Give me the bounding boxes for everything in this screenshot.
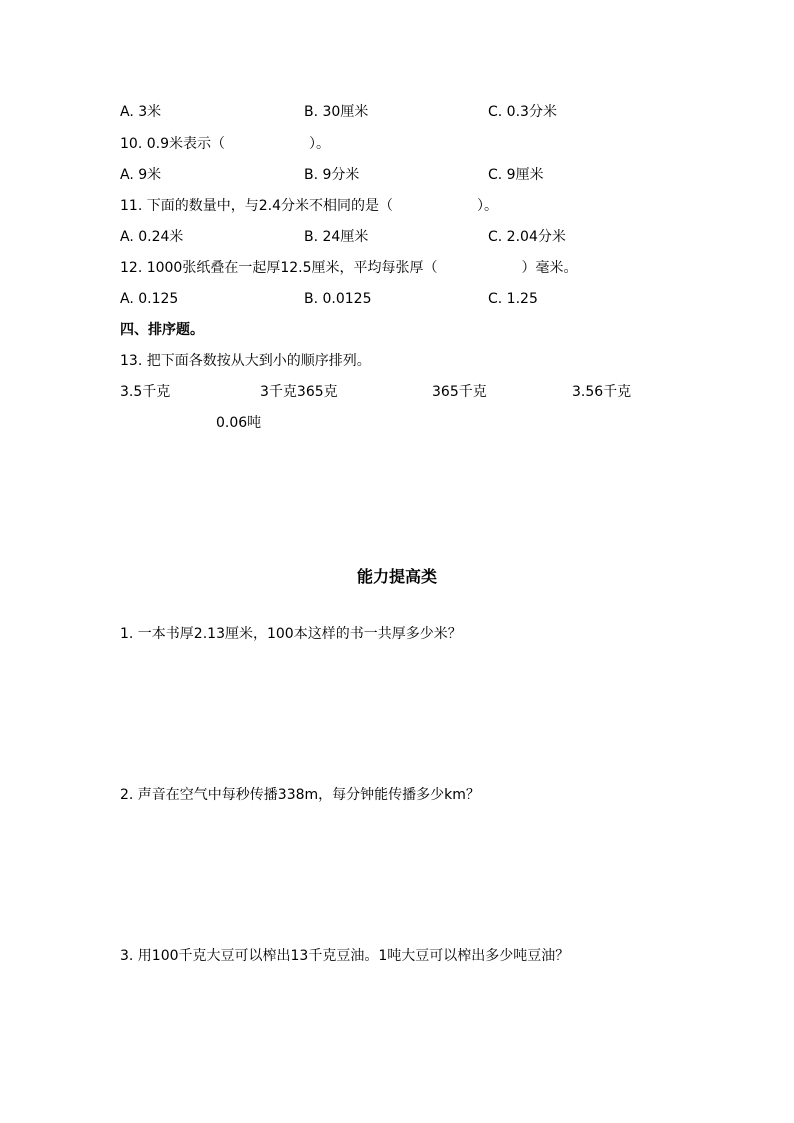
q11-text: 11. 下面的数量中，与2.4分米不相同的是（ ）。	[120, 198, 498, 214]
q10-option-c: C. 9厘米	[488, 167, 544, 183]
ability-question-1: 1. 一本书厚2.13厘米，100本这样的书一共厚多少米？	[120, 626, 462, 642]
q11-option-c: C. 2.04分米	[488, 229, 566, 245]
q9-option-c: C. 0.3分米	[488, 104, 557, 120]
q13-text: 13. 把下面各数按从大到小的顺序排列。	[120, 353, 371, 369]
section-4-heading: 四、排序题。	[120, 322, 204, 338]
q12-option-a: A. 0.125	[120, 291, 179, 307]
q11-option-b: B. 24厘米	[304, 229, 369, 245]
sort-item-3: 365千克	[432, 384, 487, 400]
ability-question-2: 2. 声音在空气中每秒传播338m，每分钟能传播多少km？	[120, 787, 480, 803]
ability-question-3: 3. 用100千克大豆可以榨出13千克豆油。1吨大豆可以榨出多少吨豆油？	[120, 948, 570, 964]
q9-option-a: A. 3米	[120, 104, 162, 120]
sort-item-5: 0.06吨	[216, 415, 262, 431]
q9-option-b: B. 30厘米	[304, 104, 369, 120]
q10-option-b: B. 9分米	[304, 167, 360, 183]
sort-item-1: 3.5千克	[120, 384, 171, 400]
q10-option-a: A. 9米	[120, 167, 162, 183]
q10-text: 10. 0.9米表示（ ）。	[120, 136, 330, 152]
sort-item-4: 3.56千克	[572, 384, 632, 400]
q12-option-b: B. 0.0125	[304, 291, 372, 307]
q12-option-c: C. 1.25	[488, 291, 538, 307]
q11-option-a: A. 0.24米	[120, 229, 184, 245]
sort-item-2: 3千克365克	[260, 384, 338, 400]
q12-text: 12. 1000张纸叠在一起厚12.5厘米，平均每张厚（ ）毫米。	[120, 260, 578, 276]
ability-section-title: 能力提高类	[356, 567, 437, 586]
